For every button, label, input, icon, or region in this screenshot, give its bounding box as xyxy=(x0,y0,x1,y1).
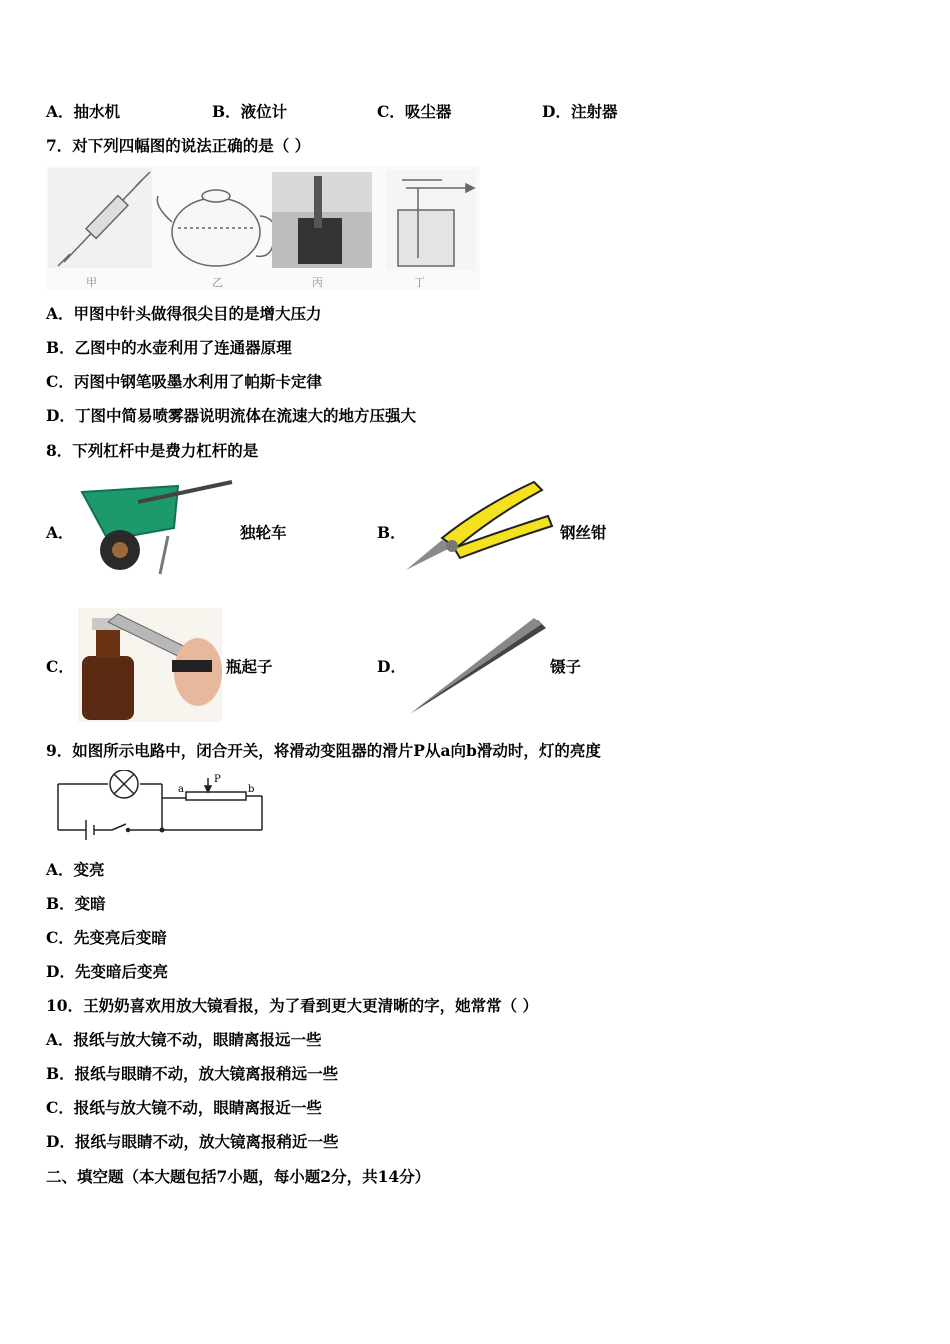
q6-option-d: D．注射器 xyxy=(542,102,618,121)
q8-option-d-letter: D． xyxy=(377,657,406,676)
q8-stem: 8．下列杠杆中是费力杠杆的是 xyxy=(46,441,259,460)
q7-option-a: A．甲图中针头做得很尖目的是增大压力 xyxy=(46,304,322,323)
q9-option-d: D．先变暗后变亮 xyxy=(46,962,168,981)
bottle-opener-image xyxy=(78,608,222,722)
q7-option-c: C．丙图中钢笔吸墨水利用了帕斯卡定律 xyxy=(46,372,322,391)
switch-symbol xyxy=(112,824,126,830)
q8-option-c-letter: C． xyxy=(46,657,74,676)
q10-option-a: A．报纸与放大镜不动，眼睛离报远一些 xyxy=(46,1030,322,1049)
q8-option-b-name: 钢丝钳 xyxy=(560,523,607,542)
q8-option-d-name: 镊子 xyxy=(550,657,582,676)
q9-option-a: A．变亮 xyxy=(46,860,105,879)
tweezers-image xyxy=(408,616,548,716)
wheelbarrow-image xyxy=(78,478,234,578)
q8-option-c-name: 瓶起子 xyxy=(226,657,273,676)
q8-option-b-letter: B． xyxy=(377,523,406,542)
terminal-b-label: b xyxy=(248,784,255,795)
caption-yi: 乙 xyxy=(212,276,223,289)
terminal-a-label: a xyxy=(178,784,184,795)
q7-figure xyxy=(46,166,480,290)
circuit-diagram xyxy=(50,770,270,840)
section-2-heading: 二、填空题（本大题包括7小题，每小题2分，共14分） xyxy=(46,1167,431,1186)
rheostat-symbol xyxy=(186,792,246,800)
pen-ink-image xyxy=(272,172,372,268)
q7-stem: 7．对下列四幅图的说法正确的是（ ） xyxy=(46,136,311,155)
q9-option-c: C．先变亮后变暗 xyxy=(46,928,167,947)
caption-bing: 丙 xyxy=(312,276,323,289)
q9-option-b: B．变暗 xyxy=(46,894,106,913)
syringe-image xyxy=(48,168,152,268)
q6-option-c: C．吸尘器 xyxy=(377,102,452,121)
q9-stem: 9．如图所示电路中，闭合开关，将滑动变阻器的滑片P从a向b滑动时，灯的亮度 xyxy=(46,741,601,760)
q6-option-b: B．液位计 xyxy=(212,102,288,121)
q6-option-a: A．抽水机 xyxy=(46,102,121,121)
q8-option-a-name: 独轮车 xyxy=(240,523,287,542)
q10-option-b: B．报纸与眼睛不动，放大镜离报稍远一些 xyxy=(46,1064,339,1083)
q7-option-b: B．乙图中的水壶利用了连通器原理 xyxy=(46,338,292,357)
caption-jia: 甲 xyxy=(86,276,97,289)
q10-stem: 10．王奶奶喜欢用放大镜看报，为了看到更大更清晰的字，她常常（ ） xyxy=(46,996,538,1015)
teapot-image xyxy=(157,190,275,266)
caption-ding: 丁 xyxy=(414,276,425,289)
q10-option-d: D．报纸与眼睛不动，放大镜离报稍近一些 xyxy=(46,1132,339,1151)
q8-option-a-letter: A． xyxy=(46,523,74,542)
q10-option-c: C．报纸与放大镜不动，眼睛离报近一些 xyxy=(46,1098,322,1117)
slider-p-label: P xyxy=(214,774,221,785)
sprayer-image xyxy=(386,170,476,270)
pliers-image xyxy=(402,476,556,576)
q7-option-d: D．丁图中简易喷雾器说明流体在流速大的地方压强大 xyxy=(46,406,416,425)
